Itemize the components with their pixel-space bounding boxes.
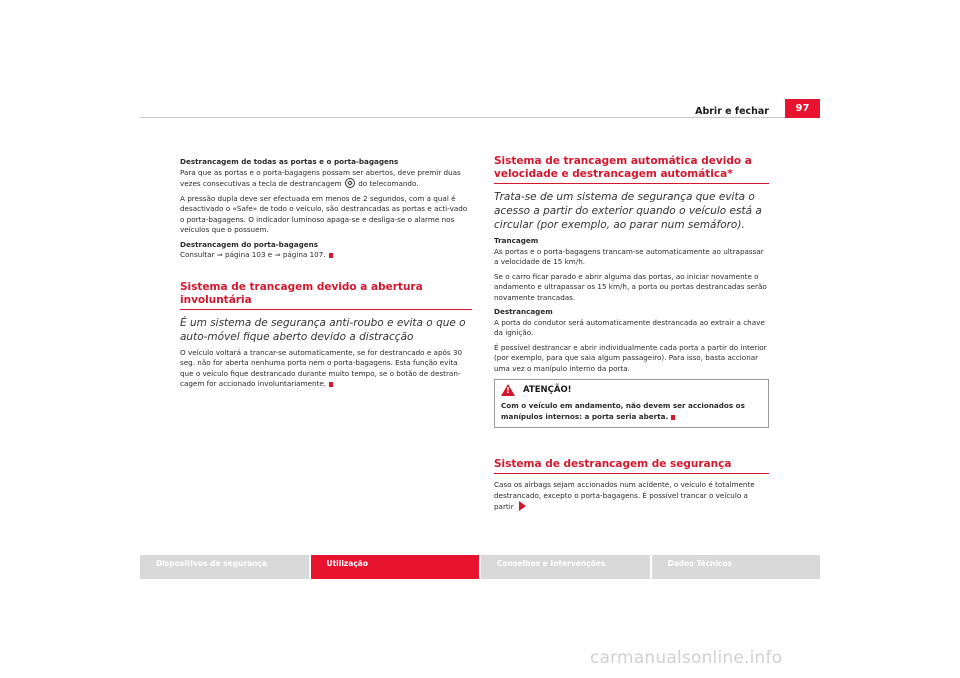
paragraph-driver-door: A porta do condutor será automaticamente destrancada ao extrair a chave da ignição. — [494, 317, 765, 337]
footer-tab-usage[interactable]: Utilização — [311, 555, 480, 579]
page-number: 97 — [785, 99, 820, 118]
paragraph-text: Com o veículo em andamento, não devem ser accionados os manípulos internos: a porta seria aberta. — [501, 401, 745, 421]
section-intro-involuntary-opening: É um sistema de segurança anti-roubo e evita o que o auto-móvel fique aberto devido a distracção — [180, 316, 466, 343]
paragraph-unlock-all — [180, 168, 472, 190]
section-title-involuntary-opening: Sistema de trancagem devido a abertura involuntária — [180, 280, 423, 306]
header-rule — [140, 117, 820, 118]
paragraph-cross-reference — [180, 250, 472, 261]
end-of-section-mark — [671, 415, 675, 420]
warning-box — [494, 379, 769, 428]
section-intro-speed-locking: Trata-se de um sistema de segurança que evita o acesso a partir do exterior quando o veículo está a circular (por exemplo, ao parar num semáforo). — [494, 191, 762, 231]
left-column — [180, 157, 472, 394]
end-of-section-mark — [329, 253, 333, 258]
paragraph-locking-speed: As portas e o porta-bagagens trancam-se automaticamente ao ultrapassar a velocidade de 15 km/h. — [494, 246, 764, 266]
paragraph-auto-relock — [180, 348, 472, 390]
warning-header — [501, 384, 762, 396]
footer-tab-advice[interactable]: Conselhos e Intervenções — [481, 555, 650, 579]
footer-tab-technical-data[interactable]: Dados Técnicos — [652, 555, 821, 579]
footer-tab-safety-devices[interactable]: Dispositivos de segurança — [140, 555, 309, 579]
paragraph-airbag-unlock — [494, 480, 769, 513]
warning-title: ATENÇÃO! — [523, 384, 572, 395]
end-of-section-mark — [329, 382, 333, 387]
section-title-speed-locking: Sistema de trancagem automática devido a velocidade e destrancagem automática* — [494, 155, 752, 180]
warning-triangle-icon: ! — [501, 384, 515, 396]
subheading-unlock-all: Destrancagem de todas as portas e o porta-bagagens — [180, 157, 399, 166]
watermark: carmanualsonline.info — [590, 648, 783, 668]
paragraph-text: Consultar ⇒ página 103 e ⇒ página 107. — [180, 250, 326, 259]
section-title-safety-unlocking: Sistema de destrancagem de segurança — [494, 458, 732, 470]
chapter-title: Abrir e fechar — [695, 106, 769, 117]
paragraph-text: do telecomando. — [358, 179, 419, 188]
paragraph-individual-unlock: É possível destrancar e abrir individualmente cada porta a partir do interior (por exemplo, para que saia algum passageiro). Para isso, basta accionar uma vez o manípulo interno da porta. — [494, 342, 767, 373]
subheading-unlock-boot: Destrancagem do porta-bagagens — [180, 239, 319, 249]
subheading-locking: Trancagem — [494, 236, 539, 245]
paragraph-text: Para que as portas e o porta-bagagens possam ser abertos, deve premir duas vezes consecutivas a tecla de destrancagem — [180, 167, 461, 188]
paragraph-locking-restart: Se o carro ficar parado e abrir alguma das portas, ao iniciar novamente o andamento e ultrapassar os 15 km/h, a porta ou portas destrancadas serão novamente trancadas. — [494, 271, 767, 302]
warning-text — [501, 401, 762, 422]
footer-navigation — [140, 555, 820, 579]
section-rule — [494, 183, 769, 184]
subheading-unlocking: Destrancagem — [494, 307, 553, 316]
section-rule — [180, 309, 472, 310]
paragraph-text: O veículo voltará a trancar-se automaticamente, se for destrancado e após 30 seg. não for aberta nenhuma porta nem o porta-bagagens. Esta função evita que o veículo fique destrancado durante muito tempo, se o botão de destran-cagem for accionado involuntariamente. — [180, 347, 463, 388]
right-column — [494, 155, 769, 517]
paragraph-text: Caso os airbags sejam accionados num acidente, o veículo é totalmente destrancado, excepto o porta-bagagens. É possível trancar o veículo a partir — [494, 480, 755, 511]
continue-next-page-arrow-icon — [519, 501, 526, 511]
paragraph-double-press: A pressão dupla deve ser efectuada em menos de 2 segundos, com a qual é desactivado o «Safe» de todo o veículo, são destrancadas as portas e acti-vado o porta-bagagens. O indicador luminoso apaga-se e desliga-se o alarme nos veículos que o possuem. — [180, 193, 468, 234]
remote-unlock-key-icon — [345, 178, 355, 188]
section-rule — [494, 473, 769, 474]
